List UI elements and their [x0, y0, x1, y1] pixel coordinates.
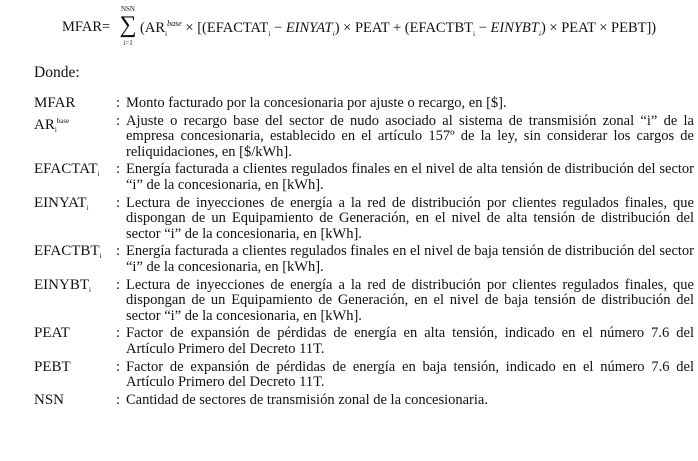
colon: : [116, 243, 121, 260]
term: $EINYBT_i$ [34, 276, 91, 294]
sum-upper-limit: NSN [120, 5, 135, 13]
formula-lhs: MFAR= [62, 19, 111, 35]
sigma-symbol: ∑ [119, 12, 137, 38]
definition-text: Lectura de inyecciones de energía a la red de distribución por clientes regulados finales, que dispongan de un Equipamiento de Generación, en el nivel de baja tensión de distribución del sector “i” de la concesionaria, en [kWh]. [126, 276, 694, 324]
colon: : [116, 358, 121, 375]
definition-text: Ajuste o recargo base del sector de nudo asociado al sistema de transmisión zonal “i” de la empresa concesionaria, establecido en el artículo 157º de la ley, sin considerar los cargos de reliquidaciones, en [$/kWh]. [126, 112, 694, 160]
colon: : [116, 391, 121, 408]
term: $EFACTBT_i$ [34, 243, 102, 261]
definition-pebt [34, 360, 694, 391]
formula-rhs: ($AR_i^{base}$ × [($EFACTAT_i$ − $EINYAT_i$) × PEAT + ($EFACTBT_i$ − $EINYBT_i$) × PEAT × PEBT]) [140, 19, 657, 38]
definition-einyat [34, 196, 694, 243]
term: $EINYAT_i$ [34, 194, 89, 212]
sum-lower-limit: i=1 [123, 39, 133, 47]
definition-ar [34, 114, 694, 161]
colon: : [116, 161, 121, 178]
term: PEAT [34, 325, 70, 342]
donde-label: Donde: [34, 64, 80, 81]
definition-text: Energía facturada a clientes regulados finales en el nivel de alta tensión de distribución del sector “i” de la concesionaria, en [kWh]. [126, 161, 694, 193]
summation [118, 4, 138, 54]
definition-nsn [34, 393, 694, 409]
definition-text: Factor de expansión de pérdidas de energía en baja tensión, indicado en el número 7.6 del Artículo Primero del Decreto 11T. [126, 358, 694, 391]
colon: : [116, 276, 121, 293]
mfar-formula [62, 4, 692, 54]
definition-einybt [34, 278, 694, 325]
term: PEBT [34, 358, 71, 375]
definition-mfar [34, 96, 694, 112]
definition-text: Energía facturada a clientes regulados finales en el nivel de baja tensión de distribución del sector “i” de la concesionaria, en [kWh]. [126, 243, 694, 275]
term: NSN [34, 391, 65, 408]
colon: : [116, 194, 121, 211]
colon: : [116, 95, 121, 111]
term: MFAR [34, 95, 76, 111]
definition-text: Cantidad de sectores de transmisión zonal de la concesionaria. [126, 391, 488, 408]
definition-text: Factor de expansión de pérdidas de energía en alta tensión, indicado en el número 7.6 del Artículo Primero del Decreto 11T. [126, 325, 694, 357]
term: $EFACTAT_i$ [34, 161, 100, 179]
colon: : [116, 325, 121, 342]
term: $AR_i^{base}$ [34, 116, 70, 134]
definition-text: Lectura de inyecciones de energía a la red de distribución por clientes regulados finales, que dispongan de un Equipamiento de Generación, en el nivel de alta tensión de distribución del sector “i” de la concesionaria, en [kWh]. [126, 194, 694, 242]
definitions-list [34, 96, 694, 410]
definition-peat [34, 326, 694, 357]
definition-efactbt [34, 244, 694, 275]
definition-efactat [34, 162, 694, 193]
definition-text: Monto facturado por la concesionaria por ajuste o recargo, en [$]. [126, 95, 507, 111]
colon: : [116, 112, 121, 129]
